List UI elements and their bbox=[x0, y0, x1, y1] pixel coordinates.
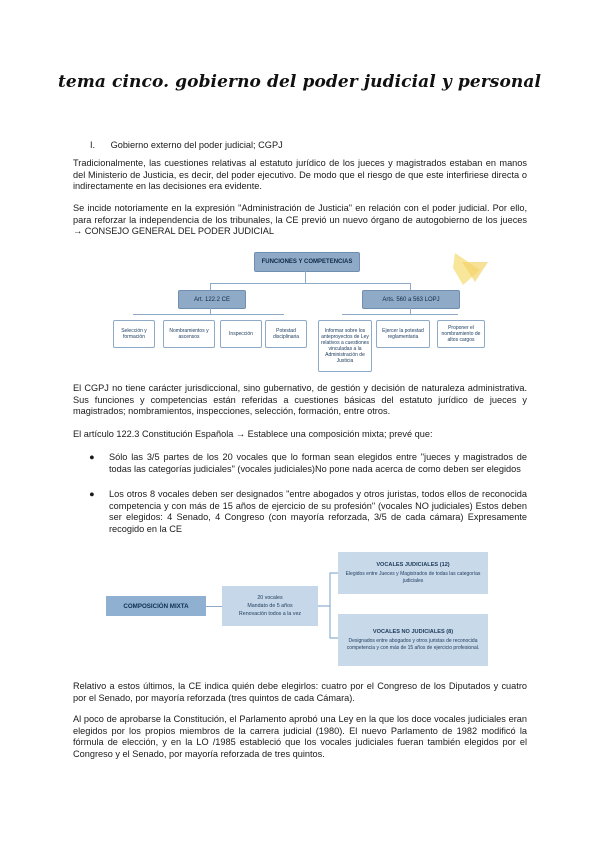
section-number: I. bbox=[90, 140, 96, 150]
bullet-item-2 bbox=[89, 489, 527, 537]
diagram-right-box: Arts. 560 a 563 LOPJ bbox=[362, 290, 460, 309]
composition-nonjudicial-text: Designados entre abogados y otros juristas de reconocida competencia y con más de 15 años de ejercicio profesional. bbox=[346, 638, 480, 651]
diagram-leaf: Ejercer la potestad reglamentaria bbox=[376, 320, 430, 348]
composition-judicial-box bbox=[338, 552, 488, 594]
composition-middle-line: 20 vocales bbox=[257, 595, 283, 601]
section-heading-text: Gobierno externo del poder judicial; CGPJ bbox=[110, 140, 283, 150]
paragraph-5: Relativo a estos últimos, la CE indica quién debe elegirlos: cuatro por el Congreso de los Diputados y cuatro por el Senado, por mayoría reforzada (tres quintos de cada Cámara). bbox=[73, 681, 527, 703]
paragraph-3: El CGPJ no tiene carácter jurisdiccional, sino gubernativo, de gestión y decisión de naturaleza administrativa. Sus funciones y competencias están referidas a cuestiones básicas del estatuto jurídico de jueces y magistrados; nombramientos, inspecciones, selección, formación, entre otros. bbox=[73, 383, 527, 417]
bullet-item-1 bbox=[89, 452, 527, 488]
composition-root-box: COMPOSICIÓN MIXTA bbox=[106, 596, 206, 616]
composition-middle-box bbox=[222, 586, 318, 626]
yellow-shape-icon bbox=[453, 253, 480, 285]
composition-nonjudicial-title: VOCALES NO JUDICIALES (8) bbox=[372, 629, 454, 636]
composition-judicial-title: VOCALES JUDICIALES (12) bbox=[376, 562, 450, 569]
paragraph-4: El artículo 122.3 Constitución Española → Establece una composición mixta; prevé que: bbox=[73, 429, 433, 439]
composition-nonjudicial-box bbox=[338, 614, 488, 666]
composition-middle-line: Mandato de 5 años bbox=[247, 603, 293, 609]
bullet-text: Los otros 8 vocales deben ser designados "entre abogados y otros juristas, todos ellos de reconocida competencia y con más de 15 años de ejercicio de su profesión" (vocales NO judiciales) Estos deben ser elegidos: 4 Senado, 4 Congreso (con mayoría reforzada, 3/5 de cada cámara) Expresamente recogido en la CE bbox=[109, 489, 527, 534]
diagram-leaf: Proponer el nombramiento de altos cargos bbox=[437, 320, 485, 348]
diagram-leaf: Potestad disciplinaria bbox=[265, 320, 307, 348]
diagram-leaf: Selección y formación bbox=[113, 320, 155, 348]
paragraph-1: Tradicionalmente, las cuestiones relativas al estatuto jurídico de los jueces y magistrados estaban en manos del Ministerio de Justicia, es decir, del poder ejecutivo. De modo que el riesgo de que este interfiriese directa o indirectamente en las decisiones era evidente. bbox=[73, 158, 527, 192]
composition-judicial-text: Elegidos entre Jueces y Magistrados de todas las categorías judiciales bbox=[345, 571, 481, 584]
diagram-leaf: Inspección bbox=[220, 320, 262, 348]
bullet-marker: ● bbox=[89, 452, 95, 462]
diagram-leaf: Nombramientos y ascensos bbox=[163, 320, 215, 348]
bullet-marker: ● bbox=[89, 489, 95, 499]
section-heading bbox=[90, 140, 283, 150]
bullet-text: Sólo las 3/5 partes de los 20 vocales que lo forman sean elegidos entre "jueces y magistrados de todas las categorías judiciales" (vocales judiciales)No pone nada acerca de como deben ser elegidos bbox=[109, 452, 527, 474]
yellow-shape-icon bbox=[462, 262, 488, 282]
diagram-leaf: Informar sobre los anteproyectos de Ley relativos a cuestiones vinculadas a la Administración de Justicia bbox=[318, 320, 372, 372]
diagram-left-box: Art. 122.2 CE bbox=[178, 290, 246, 309]
composition-middle-line: Renovación todos a la vez bbox=[238, 611, 302, 617]
diagram-root-box: FUNCIONES Y COMPETENCIAS bbox=[254, 252, 360, 272]
paragraph-6: Al poco de aprobarse la Constitución, el Parlamento aprobó una Ley en la que los doce vocales judiciales eran elegidos por los propios miembros de la carrera judicial (1980). El nuevo Parlamento de 1982 modificó la fórmula de elección, y en la LO /1985 estableció que los vocales judiciales fueran también elegidos por el Congreso y el Senado, por mayoría reforzada de tres quintos. bbox=[73, 714, 527, 759]
paragraph-2: Se incide notoriamente en la expresión "Administración de Justicia" en relación con el poder judicial. Por ello, para reforzar la independencia de los tribunales, la CE previó un nuevo órgano de autogobierno de los jueces → CONSEJO GENERAL DEL PODER JUDICIAL bbox=[73, 203, 527, 237]
page-title: tema cinco. gobierno del poder judicial y personal bbox=[57, 72, 542, 92]
